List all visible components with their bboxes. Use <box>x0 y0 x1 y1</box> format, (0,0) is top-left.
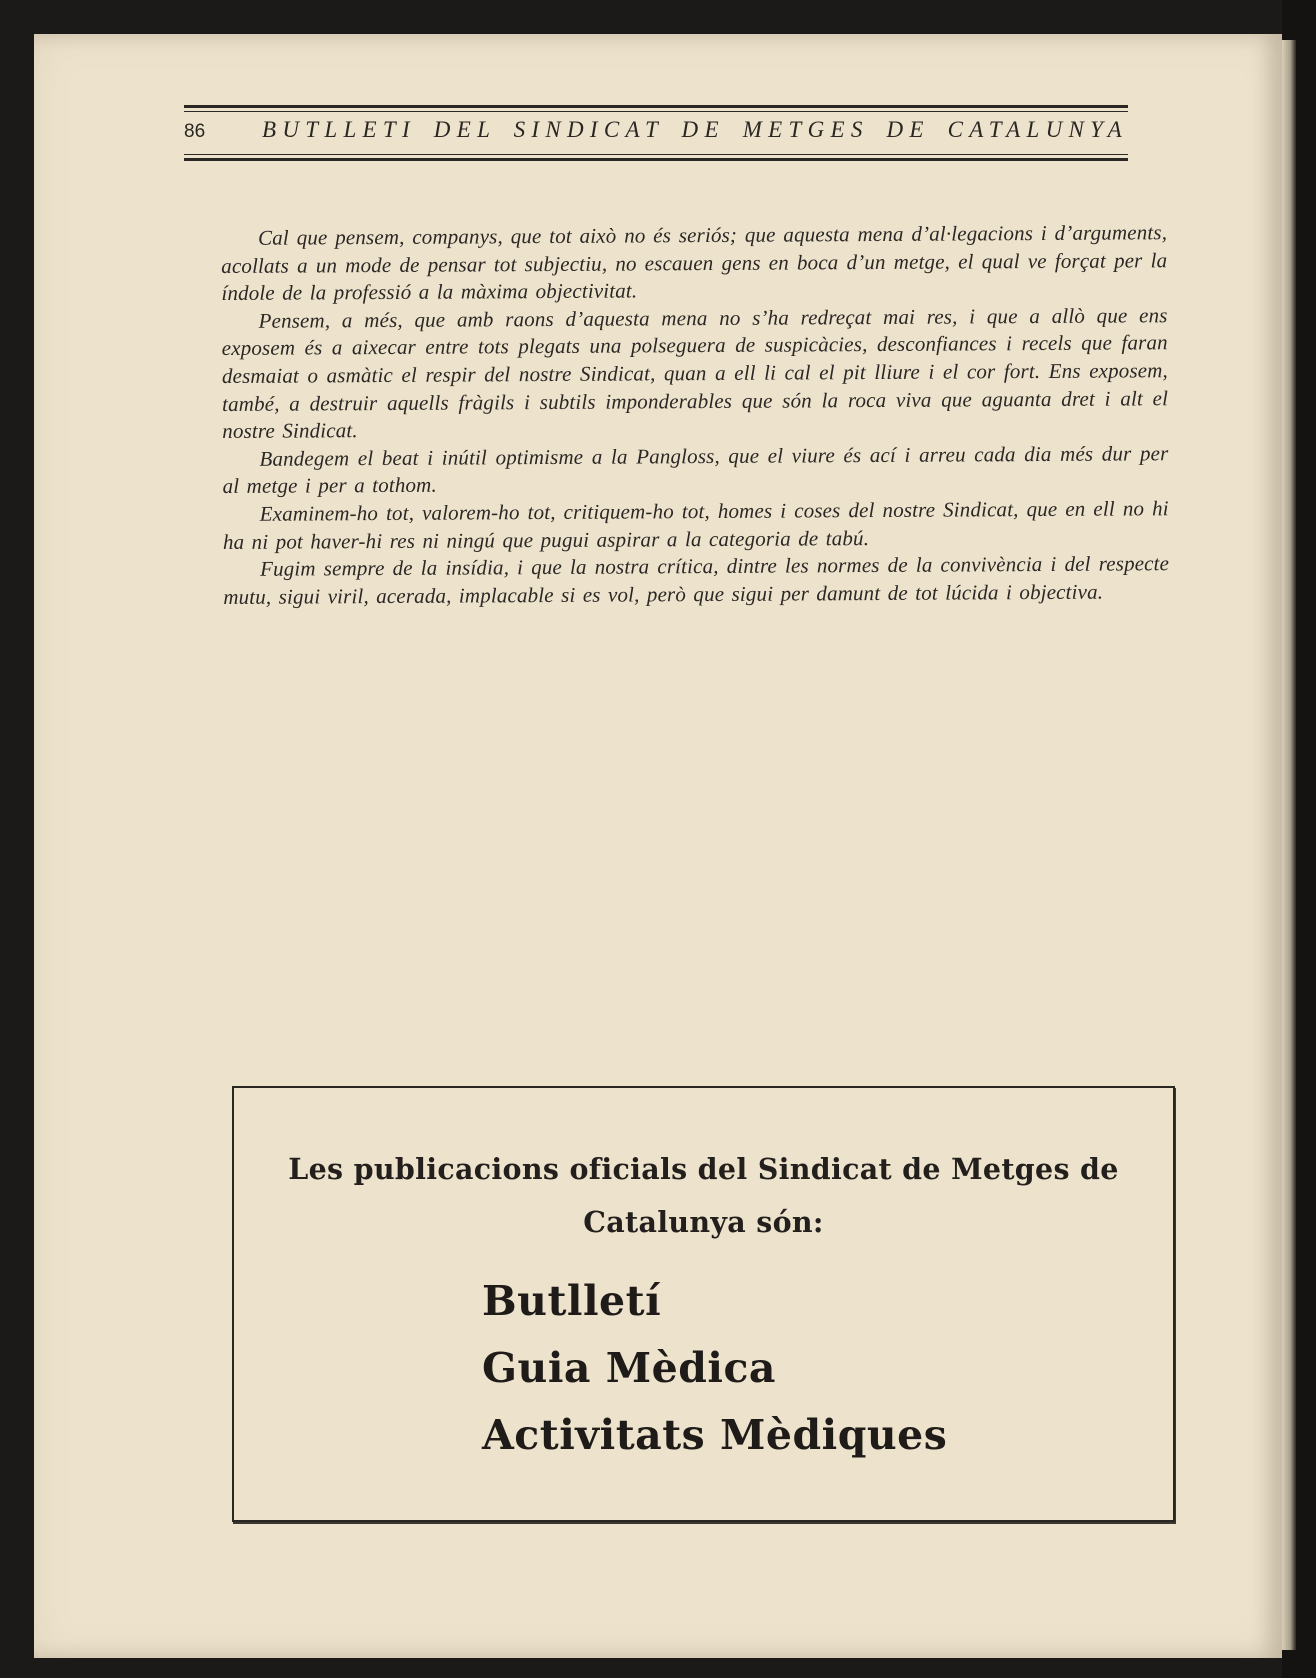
notice-intro: Les publicacions oficials del Sindicat de Metges de Catalunya són: <box>288 1152 1119 1239</box>
header-rule <box>184 154 1128 155</box>
paragraph: Pensem, a més, que amb raons d’aquesta mena no s’ha redreçat mai res, i que a allò que ens exposem és a aixecar entre tots plegats una polseguera de suspicàcies, desconfiances i recels que faran desmaiat o asmàtic el respir del nostre Sindicat, quan a ell li cal el pit lliure i el cor fort. Ens exposem, també, a destruir aquells fràgils i subtils imponderables que són la roca viva que aguanta dret i alt el nostre Sindicat. <box>221 303 1169 444</box>
paragraph: Fugim sempre de la insídia, i que la nostra crítica, dintre les normes de la convivència i del respecte mutu, sigui viril, acerada, implacable si es vol, però que sigui per damunt de tot lúcida i objectiva. <box>223 551 1170 609</box>
page-header <box>184 105 1128 163</box>
publications-notice <box>232 1086 1175 1522</box>
page-number: 86 <box>184 121 206 142</box>
article-body <box>221 219 1169 611</box>
header-rule <box>184 111 1128 112</box>
page-edge <box>1282 40 1296 1650</box>
publication-item: Butlletí <box>482 1277 662 1325</box>
header-rule <box>184 105 1128 108</box>
publication-item: Guia Mèdica <box>482 1344 776 1392</box>
paragraph: Cal que pensem, companys, que tot això no és seriós; que aquesta mena d’al·legacions i d’arguments, acollats a un mode de pensar tot subjectiu, no escauen gens en boca d’un metge, el qual ve forçat per la índole de la professió a la màxima objectivitat. <box>221 220 1168 306</box>
publications-list <box>482 1268 947 1469</box>
paragraph: Bandegem el beat i inútil optimisme a la Pangloss, que el viure és ací i arreu cada dia més dur per al metge i per a tothom. <box>222 440 1169 499</box>
publication-item: Activitats Mèdiques <box>482 1411 948 1459</box>
paragraph: Examinem-ho tot, valorem-ho tot, critiquem-ho tot, homes i coses del nostre Sindicat, que en ell no hi ha ni pot haver-hi res ni ningú que pugui aspirar a la categoria de tabú. <box>222 496 1169 554</box>
header-rule <box>184 158 1128 161</box>
running-title: BUTLLETI DEL SINDICAT DE METGES DE CATALUNYA <box>262 117 1128 142</box>
